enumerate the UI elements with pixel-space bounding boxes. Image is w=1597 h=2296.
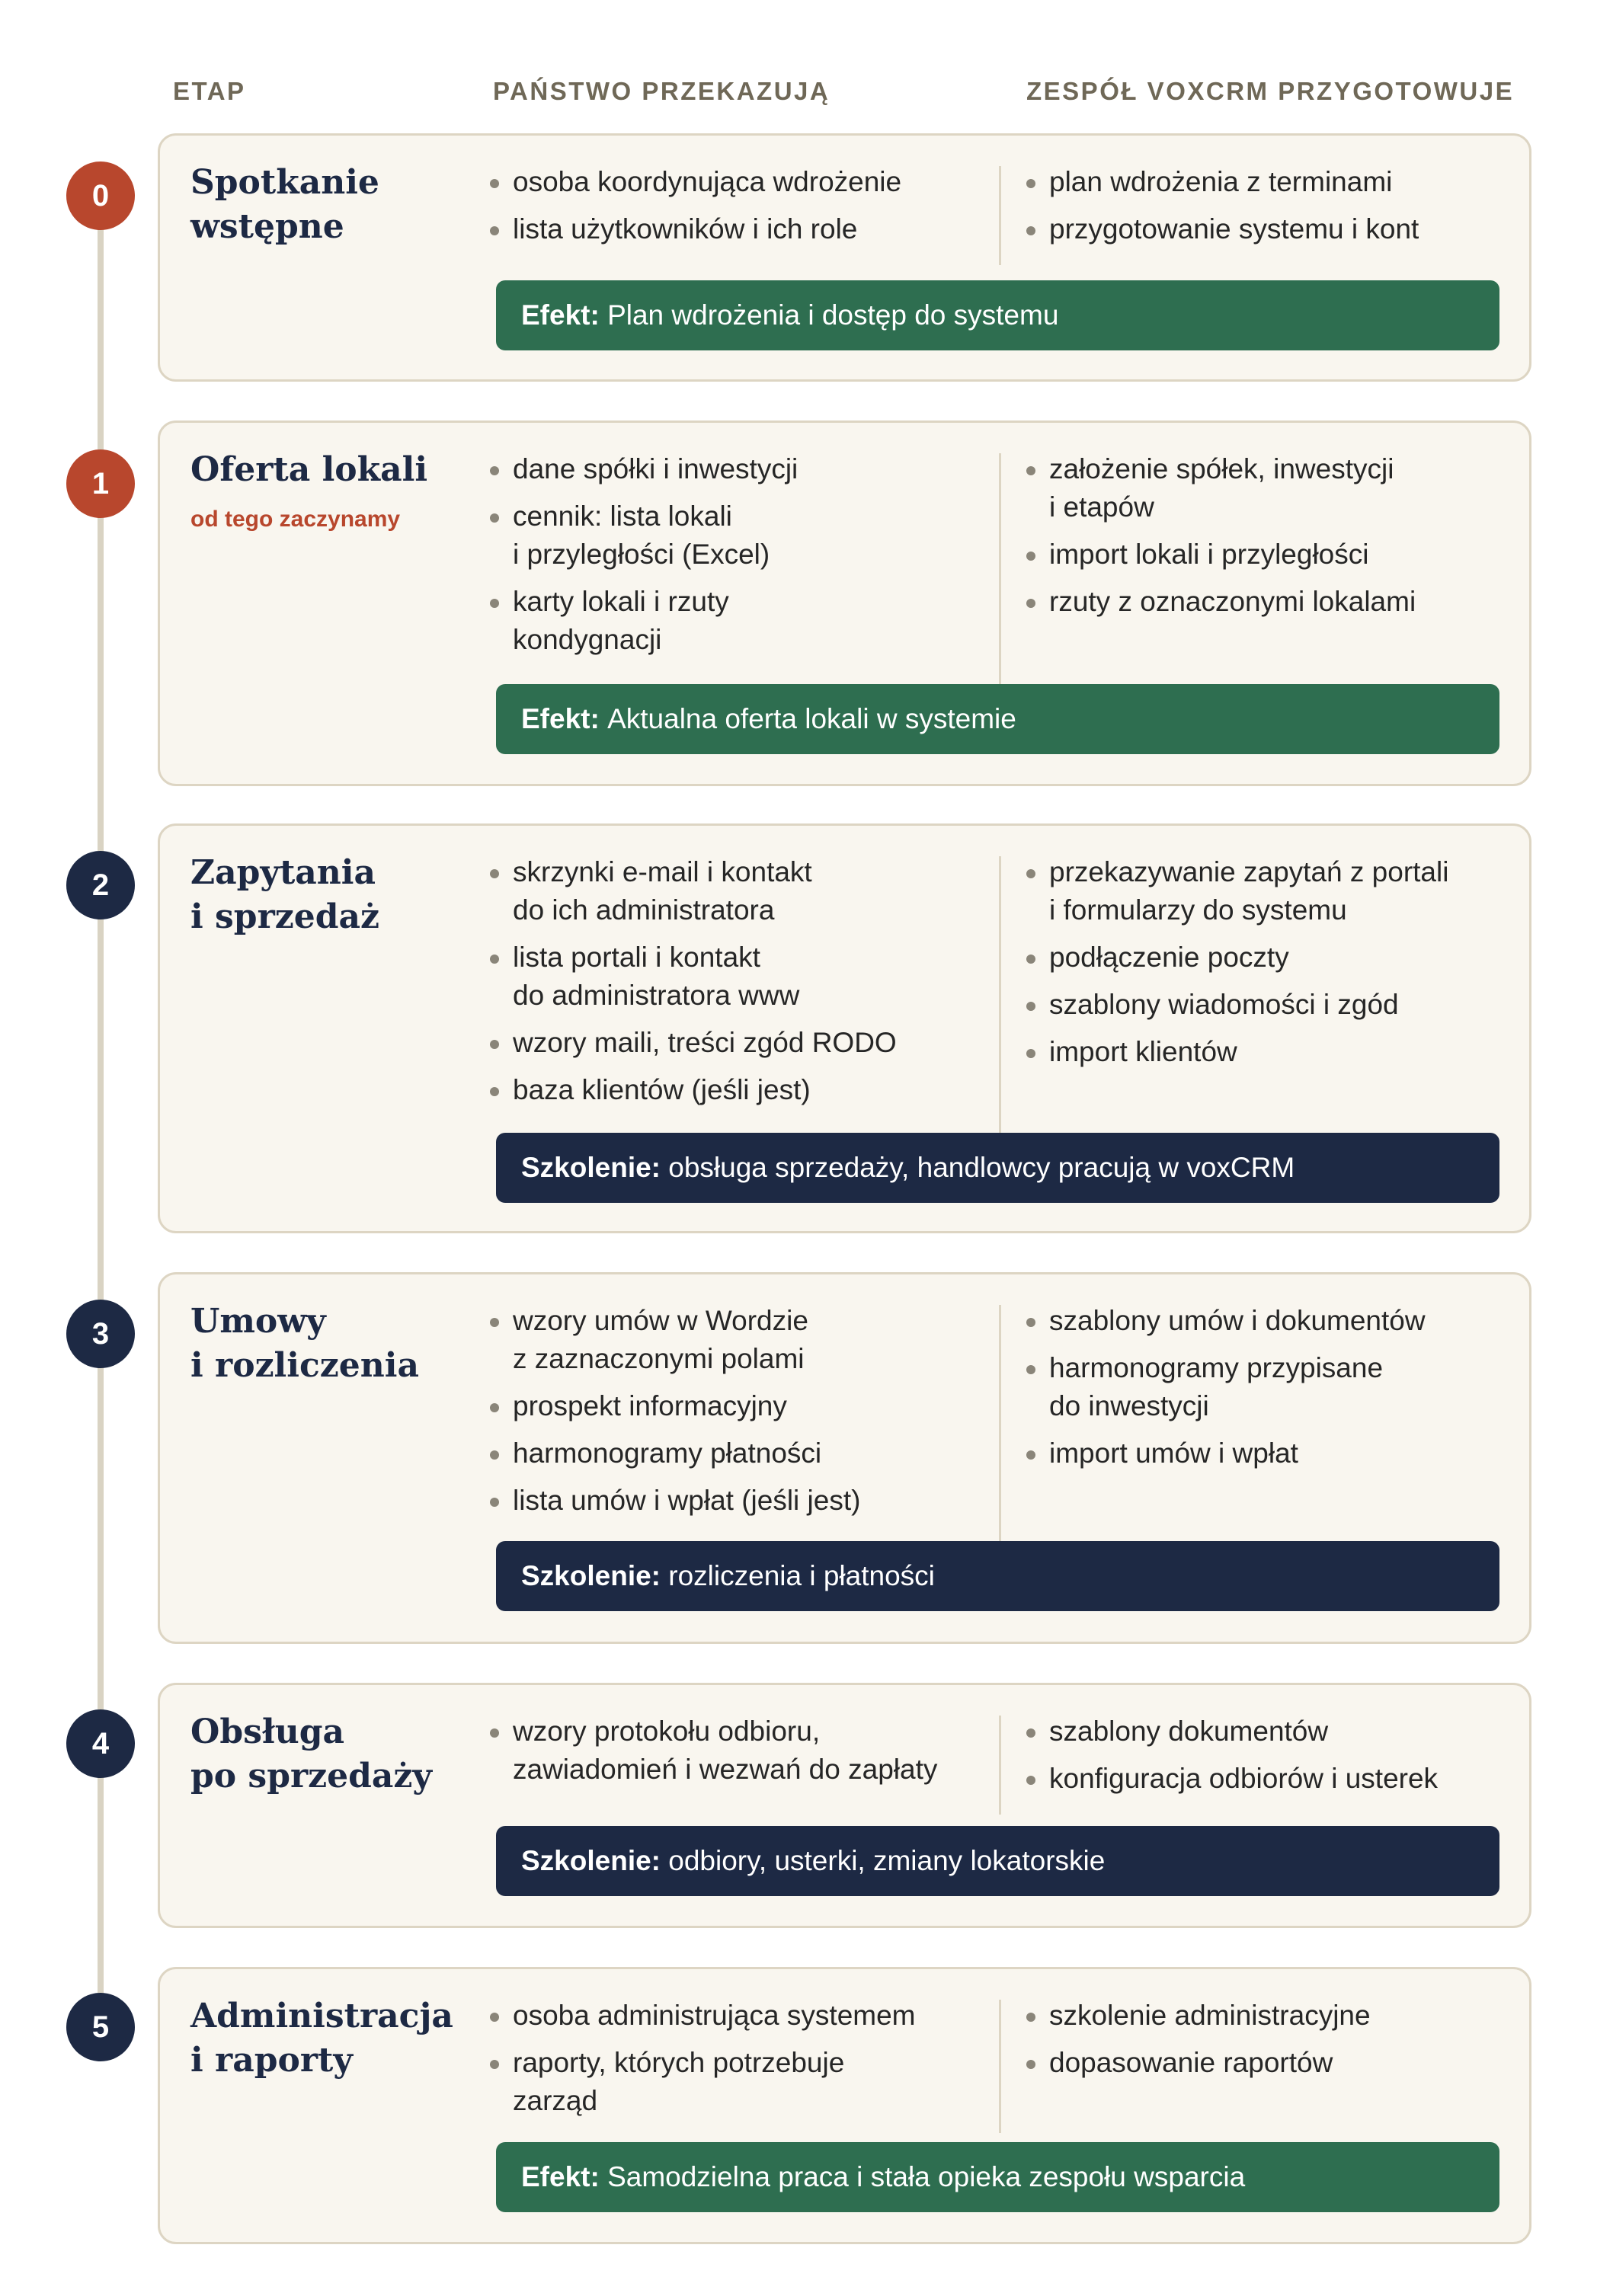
training-bar	[496, 1541, 1499, 1611]
column-header-client: PAŃSTWO PRZEKAZUJĄ	[493, 77, 831, 105]
result-bar	[496, 684, 1499, 754]
stage-badge-1: 1	[66, 449, 135, 518]
list-item: szablony dokumentów	[1026, 1712, 1514, 1751]
team-items-list	[1026, 853, 1514, 1080]
stage-badge-5: 5	[66, 1993, 135, 2061]
list-item: import lokali i przyległości	[1026, 536, 1514, 574]
list-item: wzory umów w Wordzie z zaznaczonymi polami	[490, 1302, 978, 1378]
list-item: wzory maili, treści zgód RODO	[490, 1024, 978, 1062]
stage-badge-2: 2	[66, 851, 135, 919]
stage-title: Umowy i rozliczenia	[190, 1302, 419, 1385]
client-items-list	[490, 163, 978, 257]
client-items-list	[490, 1302, 978, 1529]
team-items-list	[1026, 1712, 1514, 1807]
client-items-list	[490, 1712, 978, 1798]
result-text: rozliczenia i płatności	[668, 1560, 935, 1591]
list-item: harmonogramy przypisane do inwestycji	[1026, 1349, 1514, 1425]
result-label: Szkolenie:	[521, 1845, 669, 1876]
list-item: szkolenie administracyjne	[1026, 1997, 1514, 2035]
result-bar	[496, 280, 1499, 350]
stage-title: Administracja i raporty	[190, 1997, 453, 2080]
training-bar	[496, 1133, 1499, 1203]
result-label: Szkolenie:	[521, 1560, 669, 1591]
stage-card-3	[158, 1272, 1531, 1644]
list-item: import klientów	[1026, 1033, 1514, 1071]
list-item: harmonogramy płatności	[490, 1434, 978, 1473]
result-text: Samodzielna praca i stała opieka zespołu wsparcia	[607, 2161, 1246, 2192]
list-item: wzory protokołu odbioru, zawiadomień i wezwań do zapłaty	[490, 1712, 978, 1789]
column-divider	[999, 453, 1001, 689]
list-item: osoba koordynująca wdrożenie	[490, 163, 978, 201]
list-item: lista portali i kontakt do administratora www	[490, 939, 978, 1015]
list-item: dane spółki i inwestycji	[490, 450, 978, 488]
list-item: cennik: lista lokali i przyległości (Excel)	[490, 497, 978, 574]
stage-note: od tego zaczynamy	[190, 507, 401, 532]
result-text: obsługa sprzedaży, handlowcy pracują w voxCRM	[668, 1152, 1295, 1183]
team-items-list	[1026, 1302, 1514, 1482]
stage-title: Oferta lokali	[190, 450, 428, 489]
list-item: przekazywanie zapytań z portali i formularzy do systemu	[1026, 853, 1514, 929]
stage-badge-4: 4	[66, 1709, 135, 1778]
result-text: Plan wdrożenia i dostęp do systemu	[607, 299, 1059, 331]
column-divider	[999, 856, 1001, 1138]
stage-card-2	[158, 823, 1531, 1233]
result-label: Efekt:	[521, 703, 608, 734]
list-item: baza klientów (jeśli jest)	[490, 1071, 978, 1109]
client-items-list	[490, 450, 978, 668]
column-divider	[999, 1305, 1001, 1549]
column-divider	[999, 1716, 1001, 1815]
team-items-list	[1026, 450, 1514, 630]
stage-title: Obsługa po sprzedaży	[190, 1712, 432, 1796]
training-bar	[496, 1826, 1499, 1896]
result-text: odbiory, usterki, zmiany lokatorskie	[668, 1845, 1106, 1876]
list-item: założenie spółek, inwestycji i etapów	[1026, 450, 1514, 526]
result-bar	[496, 2142, 1499, 2212]
column-divider	[999, 166, 1001, 265]
stage-title: Spotkanie wstępne	[190, 163, 379, 246]
stage-title: Zapytania i sprzedaż	[190, 853, 379, 936]
list-item: szablony umów i dokumentów	[1026, 1302, 1514, 1340]
result-label: Efekt:	[521, 2161, 608, 2192]
stage-card-1	[158, 421, 1531, 786]
team-items-list	[1026, 163, 1514, 257]
result-label: Szkolenie:	[521, 1152, 669, 1183]
column-divider	[999, 2000, 1001, 2133]
list-item: rzuty z oznaczonymi lokalami	[1026, 583, 1514, 621]
list-item: konfiguracja odbiorów i usterek	[1026, 1760, 1514, 1798]
stage-badge-0: 0	[66, 161, 135, 230]
list-item: szablony wiadomości i zgód	[1026, 986, 1514, 1024]
column-header-stage: ETAP	[173, 77, 246, 105]
list-item: import umów i wpłat	[1026, 1434, 1514, 1473]
list-item: skrzynki e-mail i kontakt do ich administratora	[490, 853, 978, 929]
stage-badge-3: 3	[66, 1300, 135, 1368]
list-item: podłączenie poczty	[1026, 939, 1514, 977]
list-item: prospekt informacyjny	[490, 1387, 978, 1425]
stage-card-0	[158, 133, 1531, 382]
result-label: Efekt:	[521, 299, 608, 331]
client-items-list	[490, 1997, 978, 2129]
list-item: plan wdrożenia z terminami	[1026, 163, 1514, 201]
result-text: Aktualna oferta lokali w systemie	[607, 703, 1016, 734]
client-items-list	[490, 853, 978, 1118]
team-items-list	[1026, 1997, 1514, 2091]
stage-card-5	[158, 1967, 1531, 2244]
list-item: lista umów i wpłat (jeśli jest)	[490, 1482, 978, 1520]
list-item: dopasowanie raportów	[1026, 2044, 1514, 2082]
list-item: lista użytkowników i ich role	[490, 210, 978, 248]
list-item: osoba administrująca systemem	[490, 1997, 978, 2035]
list-item: przygotowanie systemu i kont	[1026, 210, 1514, 248]
list-item: karty lokali i rzuty kondygnacji	[490, 583, 978, 659]
stage-card-4	[158, 1683, 1531, 1928]
column-header-team: ZESPÓŁ VOXCRM PRZYGOTOWUJE	[1026, 77, 1515, 105]
list-item: raporty, których potrzebuje zarząd	[490, 2044, 978, 2120]
